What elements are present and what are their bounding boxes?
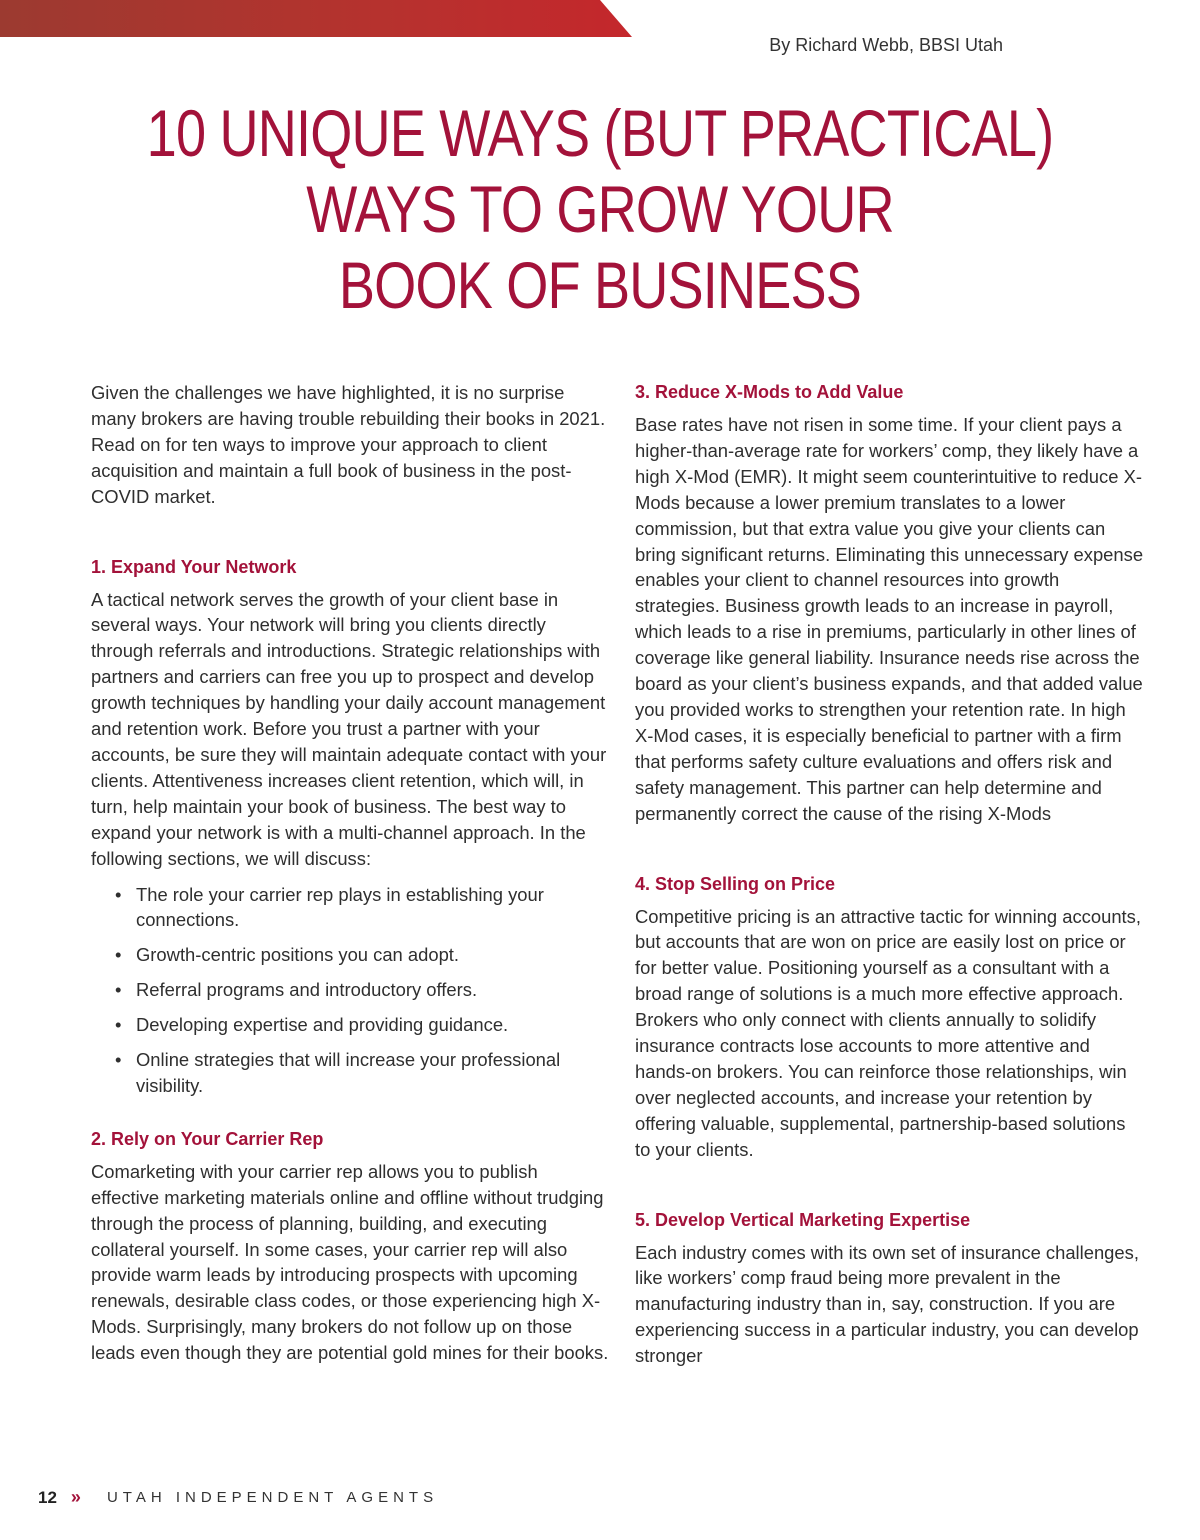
list-item: • Growth-centric positions you can adopt.	[115, 942, 609, 968]
page-title	[108, 95, 1092, 323]
title-line-1: 10 UNIQUE WAYS (BUT PRACTICAL)	[146, 96, 1054, 170]
section-heading-3: 3. Reduce X-Mods to Add Value	[635, 382, 904, 402]
right-column	[635, 380, 1145, 1369]
magazine-name: UTAH INDEPENDENT AGENTS	[106, 1489, 439, 1506]
section-heading-5: 5. Develop Vertical Marketing Expertise	[635, 1209, 971, 1230]
section-body-1: A tactical network serves the growth of your client base in several ways. Your network will bring you clients directly through referrals and introductions. Strategic relationships with partners and carriers can free you up to prospect and develop growth techniques by handling your daily account management and retention work. Before you trust a partner with your accounts, be sure they will maintain adequate contact with your clients. Attentiveness increases client retention, which will, in turn, help maintain your book of business. The best way to expand your network is with a multi-channel approach. In the following sections, we will discuss:	[91, 588, 607, 869]
section-body-2: Comarketing with your carrier rep allows you to publish effective marketing materials online and offline without trudging through the process of planning, building, and executing collateral yourself. In some cases, your carrier rep will also provide warm leads by introducing prospects with upcoming renewals, desirable class codes, or those experiencing high X-Mods. Surprisingly, many brokers do not follow up on those leads even though they are potential gold mines for their books.	[91, 1160, 609, 1364]
header-banner	[0, 0, 632, 37]
double-chevron-icon: »	[70, 1487, 81, 1507]
page-number: 12	[38, 1487, 57, 1507]
section-body-4: Competitive pricing is an attractive tactic for winning accounts, but accounts that are won on price are easily lost on price or for better value. Positioning yourself as a consultant with a broad range of solutions is a much more effective approach. Brokers who only connect with clients annually to solidify insurance contracts lose accounts to more attentive and hands-on brokers. You can reinforce those relationships, win over neglected accounts, and increase your retention by offering valuable, supplemental, partnership-based solutions to your clients.	[635, 905, 1141, 1160]
list-item: • Referral programs and introductory offers.	[115, 977, 609, 1003]
byline: By Richard Webb, BBSI Utah	[769, 35, 1003, 55]
title-line-2: WAYS TO GROW YOUR	[306, 172, 894, 246]
page-footer	[38, 1487, 438, 1508]
section-heading-2: 2. Rely on Your Carrier Rep	[91, 1128, 324, 1149]
list-item: • The role your carrier rep plays in establishing your connections.	[115, 882, 609, 934]
list-item: • Developing expertise and providing guidance.	[115, 1012, 609, 1038]
intro-paragraph: Given the challenges we have highlighted, it is no surprise many brokers are having trouble rebuilding their books in 2021. Read on for ten ways to improve your approach to client acquisition and maintain a full book of business in the post-COVID market.	[91, 382, 606, 507]
section-body-5: Each industry comes with its own set of insurance challenges, like workers’ comp fraud being more prevalent in the manufacturing industry than in, say, construction. If you are experiencing success in a particular industry, you can develop stronger	[635, 1241, 1139, 1367]
section-body-3: Base rates have not risen in some time. If your client pays a higher-than-average rate for workers’ comp, they likely have a high X-Mod (EMR). It might seem counterintuitive to reduce X-Mods because a lower premium translates to a lower commission, but that extra value you give your clients can bring significant returns. Eliminating this unnecessary expense enables your client to channel resources into growth strategies. Business growth leads to an increase in payroll, which leads to a rise in premiums, particularly in other lines of coverage like general liability. Insurance needs rise across the board as your client’s business expands, and that added value you provided works to strengthen your retention rate. In high X-Mod cases, it is especially beneficial to partner with a firm that performs safety culture evaluations and offers risk and safety management. This partner can help determine and permanently correct the cause of the rising X-Mods	[635, 414, 1144, 824]
bullet-list	[91, 882, 609, 1099]
section-heading-1: 1. Expand Your Network	[91, 556, 297, 577]
title-line-3: BOOK OF BUSINESS	[338, 248, 862, 322]
left-column	[91, 380, 609, 1366]
list-item: • Online strategies that will increase your professional visibility.	[115, 1047, 609, 1099]
section-heading-4: 4. Stop Selling on Price	[635, 873, 836, 894]
